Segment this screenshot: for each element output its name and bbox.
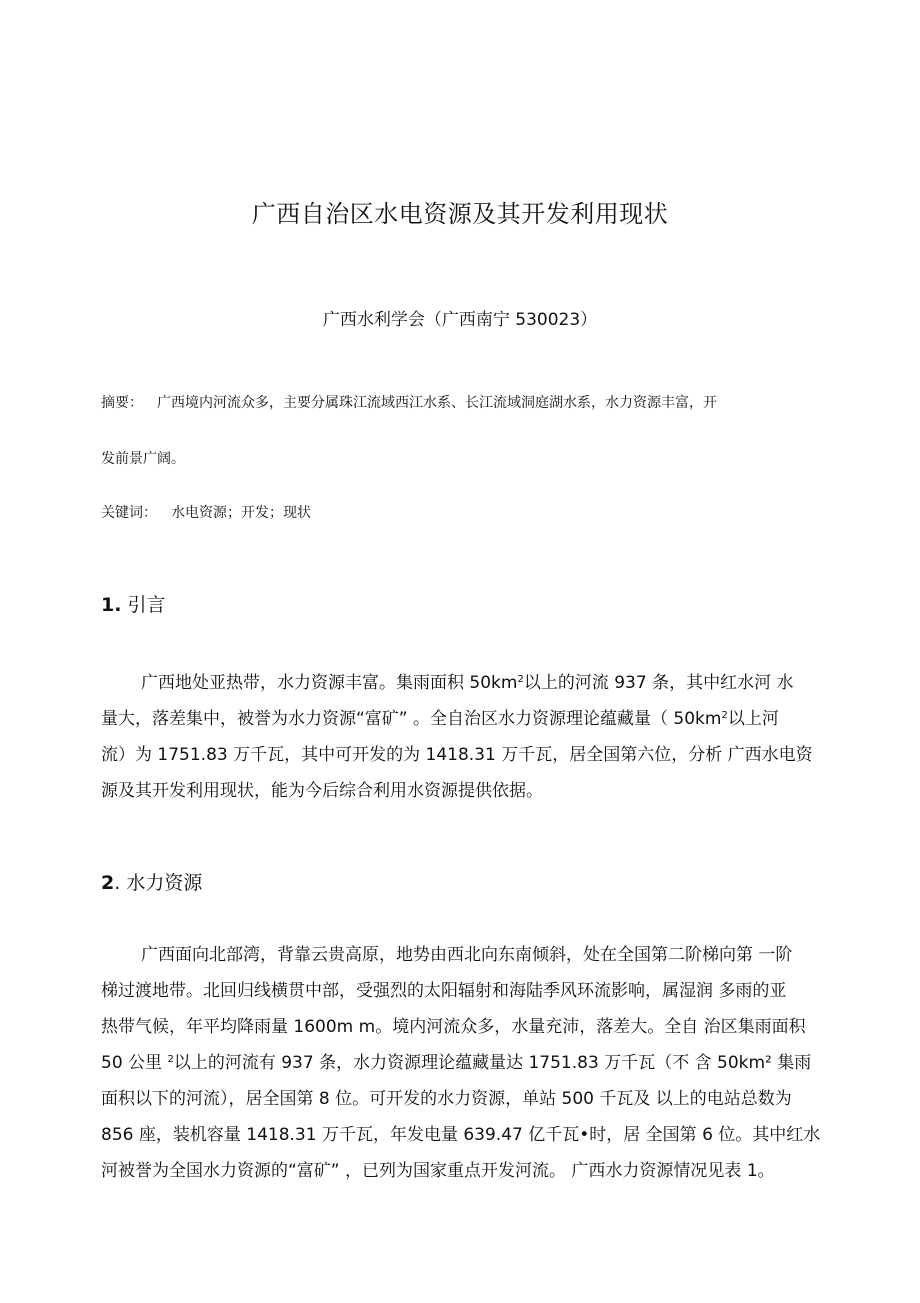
paragraph-line — [101, 1157, 821, 1185]
paragraph-line — [141, 941, 821, 969]
superscript: 2 — [167, 1054, 174, 1065]
text-span: 以上河 — [727, 709, 779, 729]
text-span: 梯过渡地带。北回归线横贯中部，受强烈的太阳辐射和海陆季风环流影响，属湿润 多雨的亚 — [101, 981, 787, 1001]
text-span: 以上的河流有 937 条，水力资源理论蕴藏量达 1751.83 万千瓦（不 含 50km² 集雨 — [173, 1053, 812, 1073]
author-affiliation: 广西水利学会（广西南宁 530023） — [322, 310, 598, 330]
section-2-number: 2 — [101, 872, 115, 894]
section-1-heading — [101, 590, 166, 620]
text-span: 广西地处亚热带，水力资源丰富。集雨面积 50km — [141, 673, 518, 693]
text-span: 面积以下的河流），居全国第 8 位。可开发的水力资源，单站 500 千瓦及 以上的电站总数为 — [101, 1089, 792, 1109]
text-span: 50 公里 — [101, 1053, 168, 1073]
paragraph-line — [101, 777, 821, 805]
paragraph-line — [101, 741, 821, 769]
keywords-text: 水电资源；开发；现状 — [171, 505, 311, 521]
text-span: 源及其开发利用现状，能为今后综合利用水资源提供依据。 — [101, 781, 543, 801]
text-span: 广西面向北部湾，背靠云贵高原，地势由西北向东南倾斜，处在全国第二阶梯向第 一阶 — [141, 945, 793, 965]
keywords-label: 关键词： — [101, 505, 157, 521]
superscript: 2 — [721, 710, 728, 721]
paragraph-line — [101, 977, 821, 1005]
text-span: 856 座，装机容量 1418.31 万千瓦，年发电量 639.47 亿千瓦•时，居 全国第 6 位。其中红水 — [101, 1125, 821, 1145]
section-2-title: . 水力资源 — [114, 872, 203, 894]
text-span: 热带气候，年平均降雨量 1600m m。境内河流众多，水量充沛，落差大。全自 治区集雨面积 — [101, 1017, 806, 1037]
paragraph-line — [141, 669, 821, 697]
text-span: 以上的河流 937 条，其中红水河 水 — [523, 673, 794, 693]
abstract-label: 摘要： — [101, 395, 143, 411]
abstract-line-2: 发前景广阔。 — [101, 451, 185, 467]
paragraph-line — [101, 1121, 821, 1149]
abstract-text: 广西境内河流众多，主要分属珠江流域西江水系、长江流域洞庭湖水系，水力资源丰富，开 — [157, 395, 717, 411]
paragraph-line — [101, 1013, 821, 1041]
text-span: 流）为 1751.83 万千瓦，其中可开发的为 1418.31 万千瓦，居全国第六位，分析 广西水电资 — [101, 745, 813, 765]
keywords-line — [101, 502, 311, 524]
section-2-heading — [101, 868, 202, 898]
paragraph-line — [101, 1085, 821, 1113]
section-1-title: 引言 — [127, 594, 166, 616]
abstract-line-1 — [101, 392, 717, 414]
text-span: 河被誉为全国水力资源的“富矿” ，已列为国家重点开发河流。 广西水力资源情况见表 1。 — [101, 1161, 775, 1181]
section-1-number: 1. — [101, 594, 122, 616]
paragraph-line — [101, 705, 821, 733]
superscript: 2 — [517, 674, 524, 685]
text-span: 量大，落差集中，被誉为水力资源“富矿” 。全自治区水力资源理论蕴藏量（ 50km — [101, 709, 722, 729]
doc-title: 广西自治区水电资源及其开发利用现状 — [251, 200, 669, 228]
paragraph-line — [101, 1049, 821, 1077]
